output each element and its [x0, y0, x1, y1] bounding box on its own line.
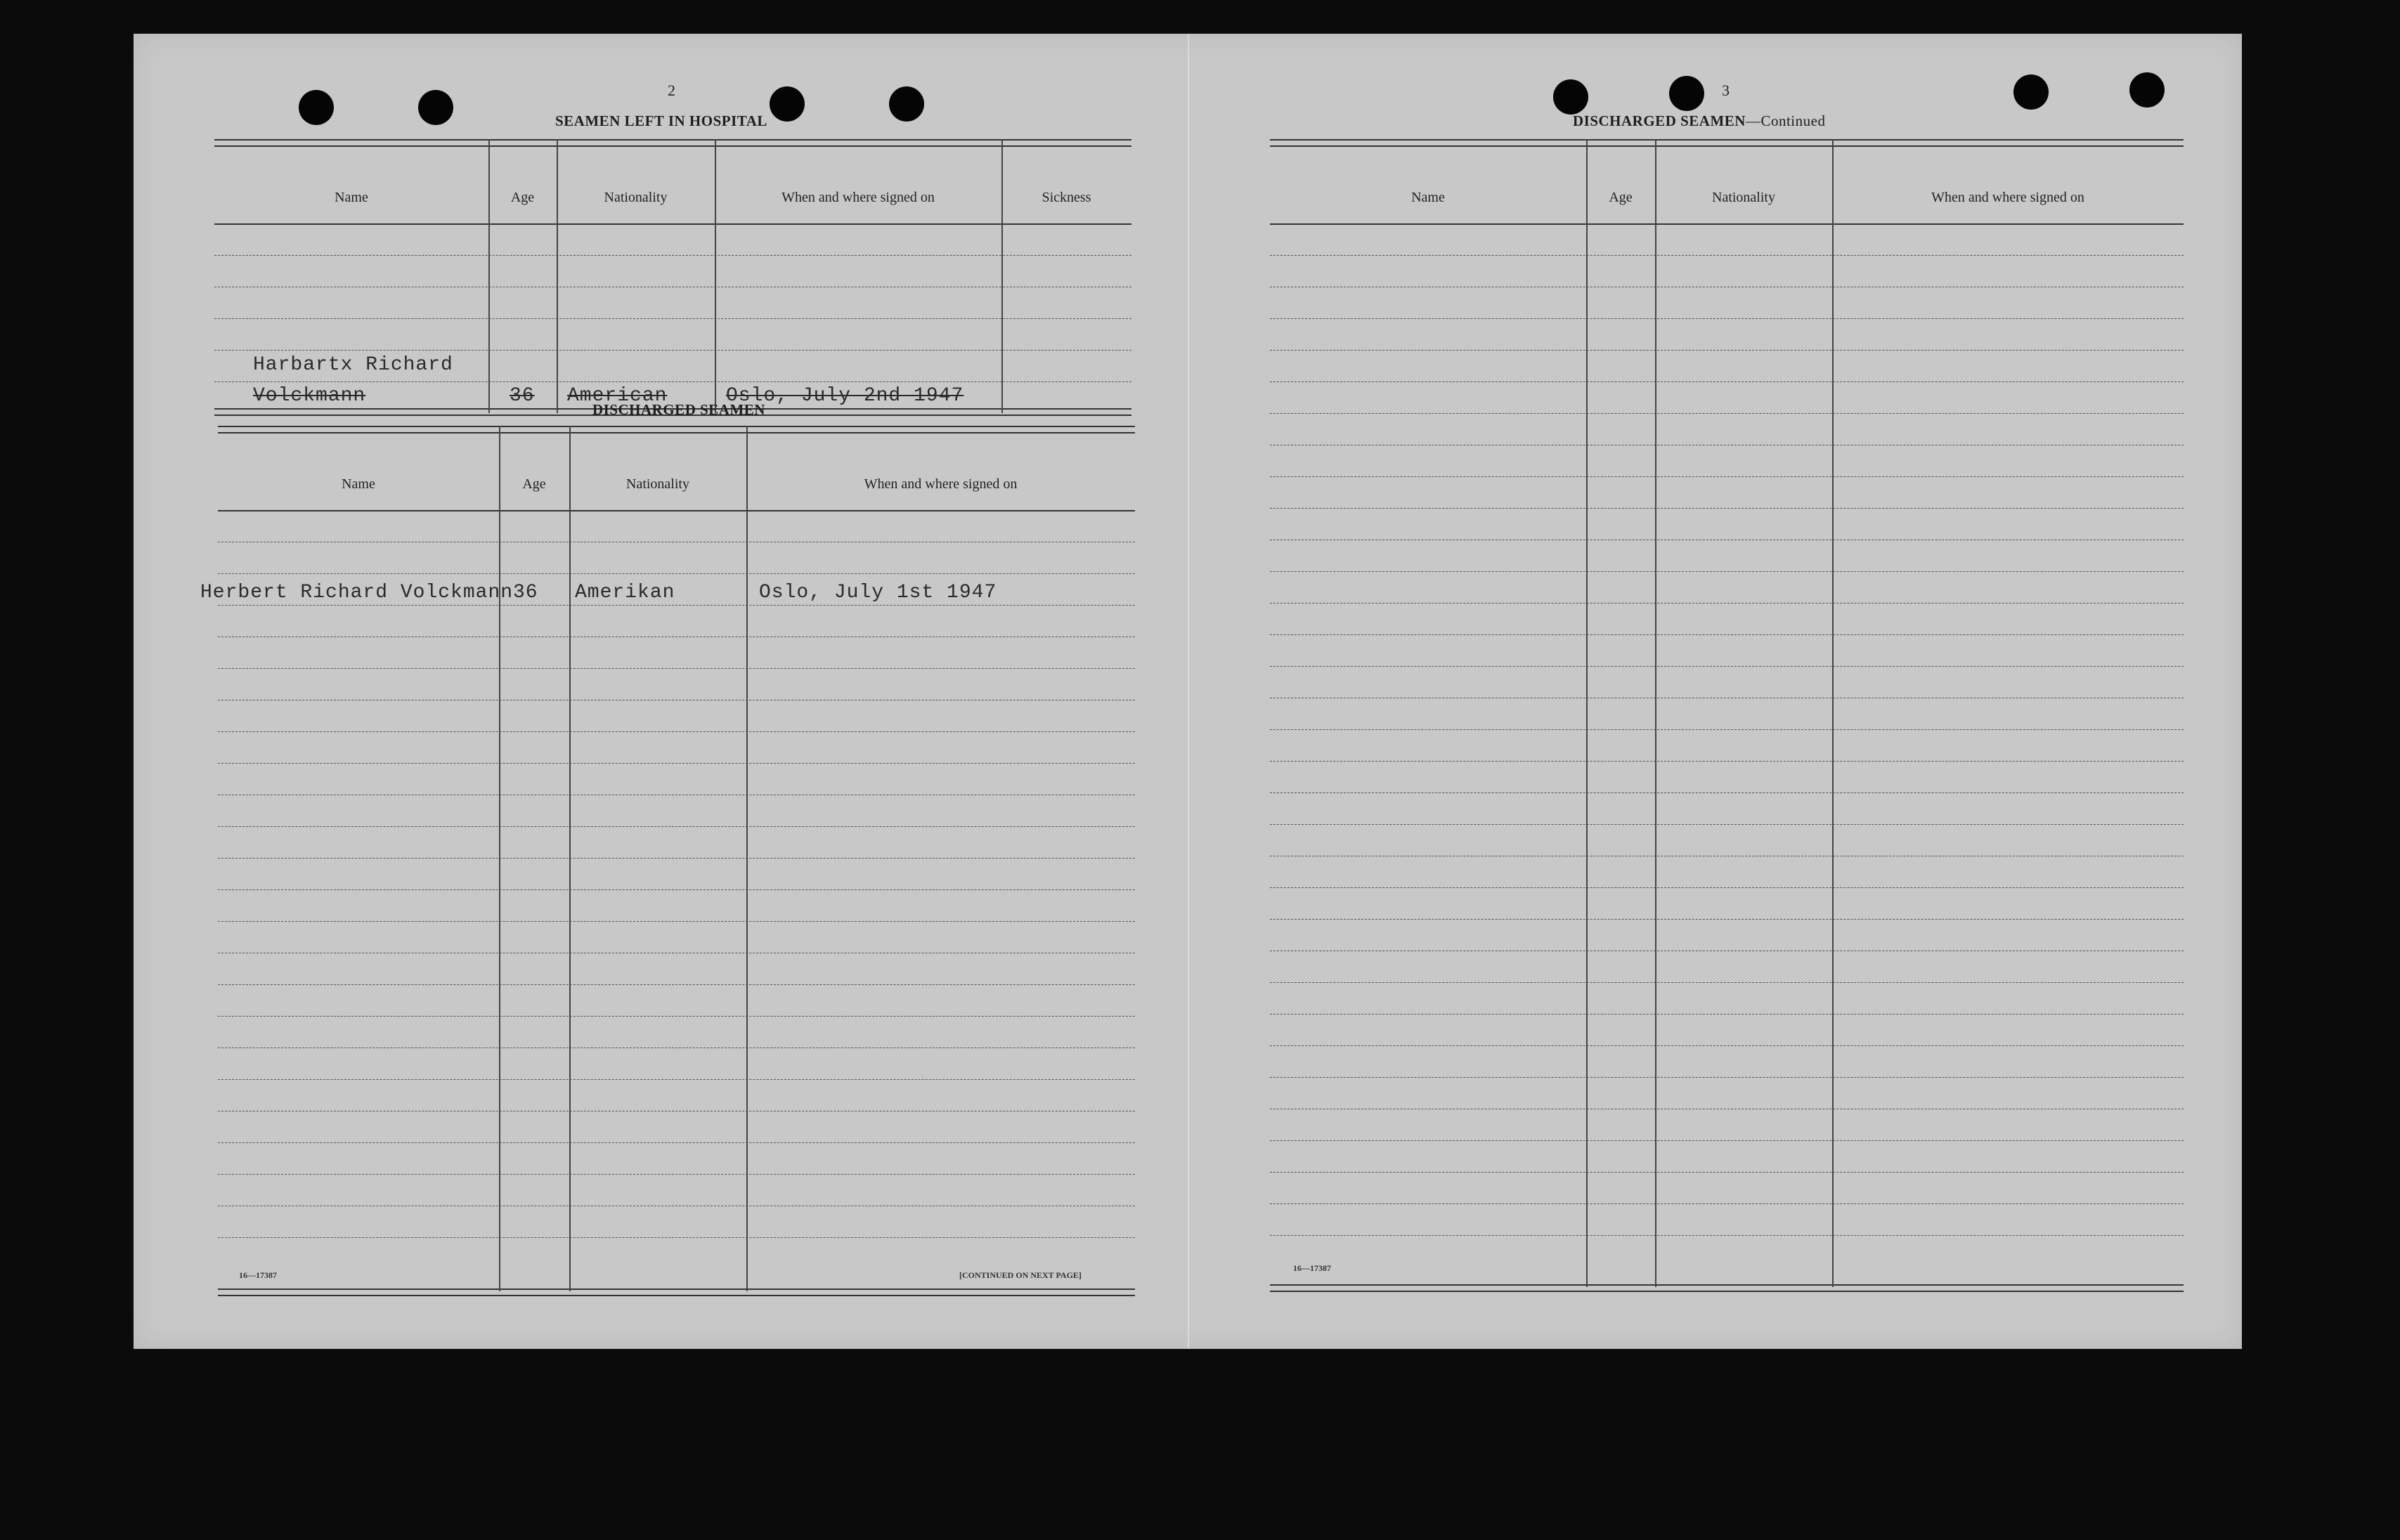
page-number: 3 — [1722, 81, 1730, 99]
hospital-entry-name-line1: Harbartx Richard — [253, 354, 453, 376]
page-number: 2 — [668, 81, 675, 99]
discharged-title-cont: —Continued — [1745, 112, 1826, 129]
discharged-title-main: DISCHARGED SEAMEN — [1573, 112, 1746, 129]
column-header-nationality: Nationality — [604, 190, 668, 205]
column-header-signed-on: When and where signed on — [781, 190, 935, 205]
column-header-age: Age — [522, 476, 546, 492]
form-number: 16—17387 — [1293, 1263, 1331, 1273]
hospital-entry-signed-on: Oslo, July 2nd 1947 — [726, 385, 964, 407]
hospital-entry-name-line2: Volckmann — [253, 385, 366, 407]
discharged-table-left — [200, 426, 1135, 1297]
column-header-signed-on: When and where signed on — [864, 476, 1018, 492]
discharged-section-title: DISCHARGED SEAMEN — [592, 401, 765, 418]
punch-hole — [2129, 72, 2165, 107]
column-header-name: Name — [1411, 190, 1445, 205]
punch-hole — [2013, 74, 2049, 110]
column-header-name: Name — [335, 190, 368, 205]
discharged-continued-title — [1573, 112, 1825, 130]
punch-hole — [770, 86, 805, 122]
discharged-entry-age: 36 — [513, 582, 538, 603]
column-header-age: Age — [510, 190, 535, 205]
punch-hole — [1553, 79, 1588, 115]
column-header-nationality: Nationality — [1712, 190, 1775, 205]
hospital-entry-nationality: American — [567, 385, 668, 407]
column-header-age: Age — [1609, 190, 1633, 205]
discharged-entry-signed-on: Oslo, July 1st 1947 — [759, 582, 997, 603]
form-number: 16—17387 — [239, 1270, 277, 1280]
punch-hole — [889, 86, 924, 122]
discharged-entry-name: Herbert Richard Volckmann — [200, 582, 514, 603]
column-header-name: Name — [342, 476, 375, 492]
hospital-table — [214, 139, 1131, 415]
discharged-entry-nationality: Amerikan — [575, 582, 675, 603]
column-header-nationality: Nationality — [626, 476, 689, 492]
page-fold — [1188, 34, 1189, 1349]
column-header-signed-on: When and where signed on — [1931, 190, 2084, 205]
punch-hole — [418, 90, 453, 125]
continued-note: [CONTINUED ON NEXT PAGE] — [959, 1270, 1082, 1280]
punch-hole — [299, 90, 334, 125]
hospital-section-title: SEAMEN LEFT IN HOSPITAL — [555, 112, 767, 129]
punch-hole — [1669, 76, 1704, 111]
document-sheet — [134, 34, 2242, 1349]
discharged-table-right — [1270, 139, 2184, 1291]
hospital-entry-age: 36 — [510, 385, 535, 407]
column-header-sickness: Sickness — [1042, 190, 1091, 205]
